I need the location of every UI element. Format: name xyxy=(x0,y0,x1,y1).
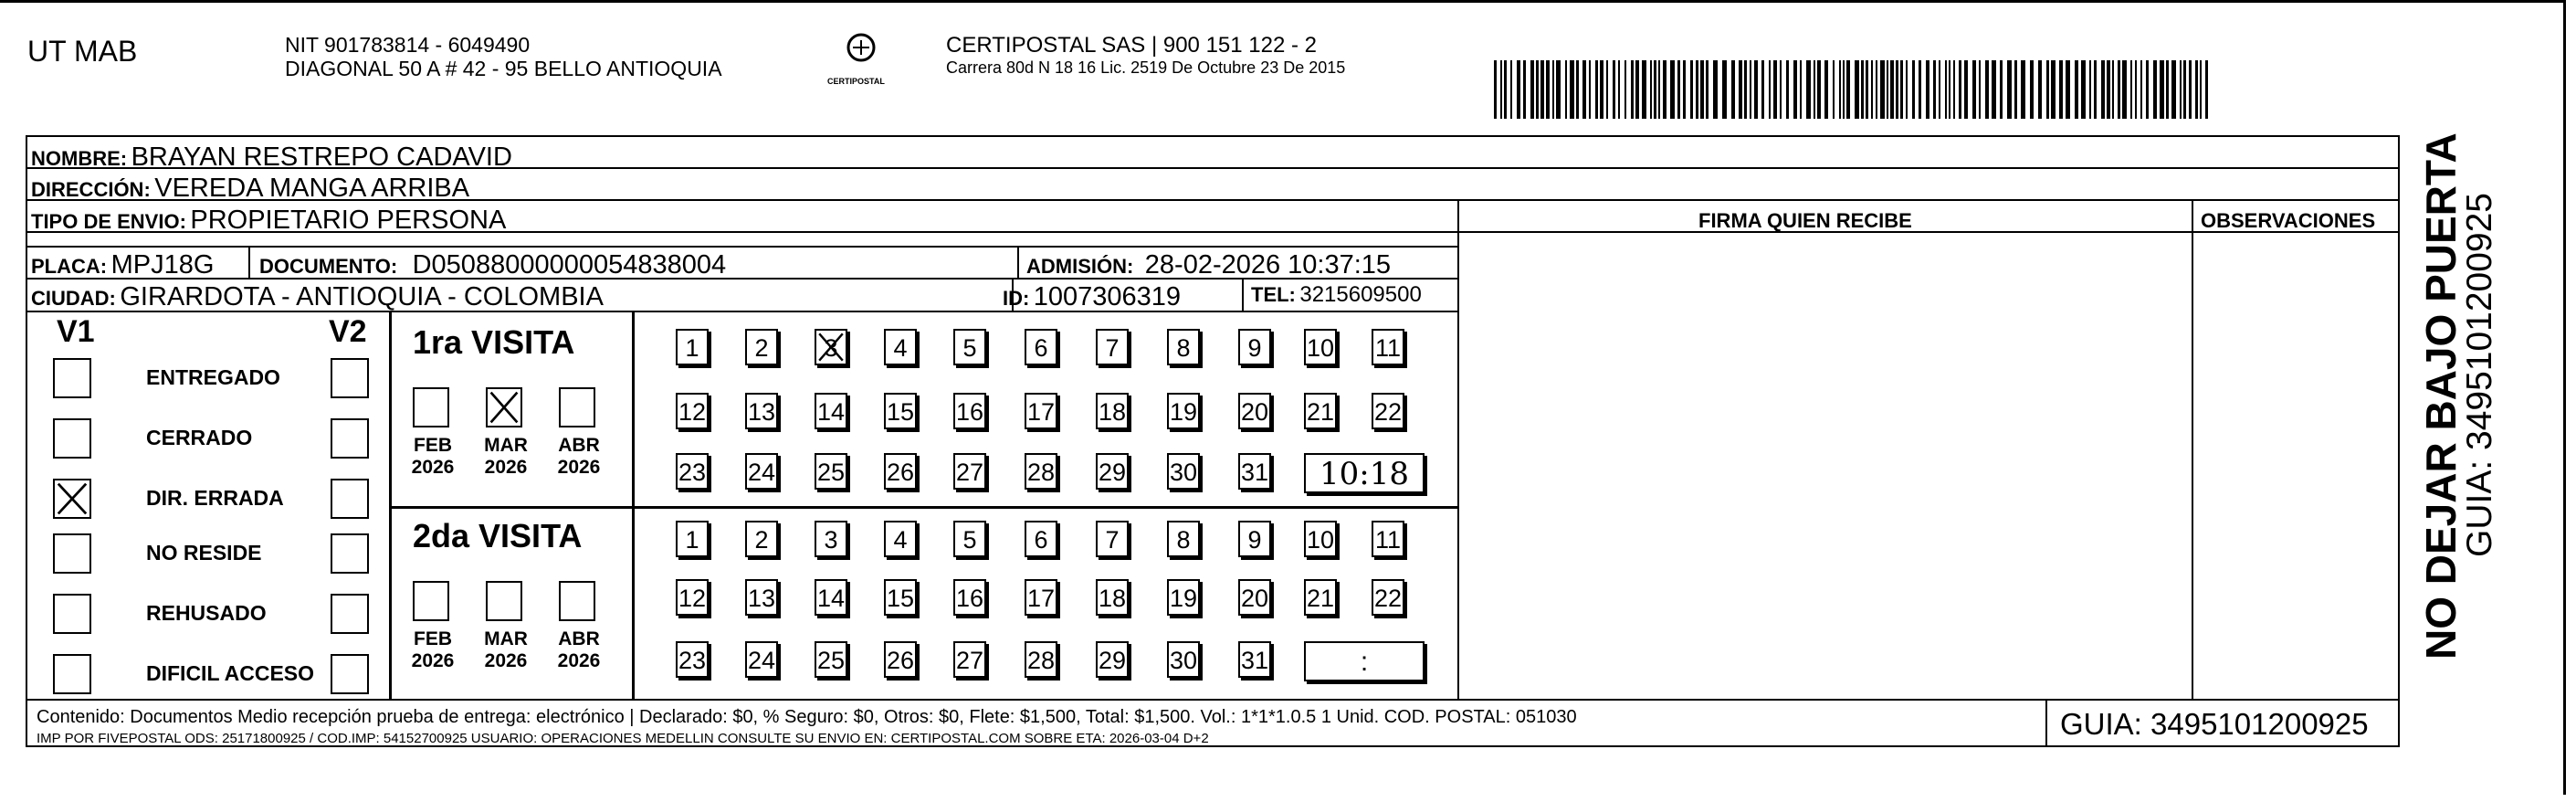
day-number: 21 xyxy=(1306,585,1335,612)
day-box[interactable] xyxy=(1238,521,1271,557)
day-box[interactable] xyxy=(884,521,917,557)
day-number: 30 xyxy=(1169,647,1198,674)
day-box[interactable] xyxy=(953,521,986,557)
day-number: 10 xyxy=(1306,526,1335,554)
day-box[interactable] xyxy=(1025,641,1057,678)
day-box[interactable] xyxy=(815,579,847,616)
month-label: FEB xyxy=(414,435,452,456)
company-address: DIAGONAL 50 A # 42 - 95 BELLO ANTIOQUIA xyxy=(285,57,722,80)
carrier-license: Carrera 80d N 18 16 Lic. 2519 De Octubre 23 De 2015 xyxy=(946,58,1346,77)
day-box[interactable] xyxy=(1167,329,1200,365)
observaciones-header: OBSERVACIONES xyxy=(2201,209,2376,232)
day-box[interactable] xyxy=(1238,329,1271,365)
v1-checkbox[interactable] xyxy=(53,418,91,459)
v1-checkbox[interactable] xyxy=(53,479,91,519)
logo-caption: CERTIPOSTAL xyxy=(827,77,885,86)
day-box[interactable] xyxy=(1025,453,1057,490)
day-number: 24 xyxy=(747,459,776,486)
v2-checkbox[interactable] xyxy=(331,479,369,519)
barcode xyxy=(1494,60,2212,119)
month-label: MAR xyxy=(484,628,528,649)
day-box[interactable] xyxy=(815,329,847,365)
recipient-address: VEREDA MANGA ARRIBA xyxy=(154,174,470,203)
ciudad-row: CIUDAD: GIRARDOTA - ANTIOQUIA - COLOMBIA xyxy=(31,282,604,311)
day-box[interactable] xyxy=(1304,329,1337,365)
v2-checkbox[interactable] xyxy=(331,654,369,694)
day-number: 13 xyxy=(747,585,776,612)
day-number: 3 xyxy=(824,334,838,362)
month-checkbox[interactable] xyxy=(486,581,522,621)
day-box[interactable] xyxy=(1304,521,1337,557)
day-box[interactable] xyxy=(1096,453,1129,490)
day-number: 29 xyxy=(1098,647,1127,674)
day-box[interactable] xyxy=(884,329,917,365)
day-box[interactable] xyxy=(953,579,986,616)
day-box[interactable] xyxy=(745,641,778,678)
v1-checkbox[interactable] xyxy=(53,594,91,634)
x-mark-icon xyxy=(55,480,89,517)
day-number: 13 xyxy=(747,398,776,426)
day-number: 18 xyxy=(1098,398,1127,426)
day-box[interactable] xyxy=(953,393,986,429)
day-box[interactable] xyxy=(1304,579,1337,616)
day-box[interactable] xyxy=(676,641,709,678)
day-box[interactable] xyxy=(1167,579,1200,616)
day-number: 6 xyxy=(1034,526,1048,554)
day-number: 24 xyxy=(747,647,776,674)
day-number: 23 xyxy=(678,459,707,486)
status-label: REHUSADO xyxy=(146,601,267,625)
v1-checkbox[interactable] xyxy=(53,533,91,574)
year-label: 2026 xyxy=(557,650,601,671)
month-checkbox[interactable] xyxy=(413,581,449,621)
placa-row: PLACA: MPJ18G xyxy=(31,250,215,280)
day-number: 19 xyxy=(1169,398,1198,426)
day-box[interactable] xyxy=(884,393,917,429)
day-box[interactable] xyxy=(676,521,709,557)
month-label: FEB xyxy=(414,628,452,649)
day-number: 21 xyxy=(1306,398,1335,426)
guia-side: GUIA: 3495101200925 xyxy=(2460,193,2499,557)
day-number: 1 xyxy=(685,526,699,554)
day-box[interactable] xyxy=(1167,521,1200,557)
day-box[interactable] xyxy=(1096,641,1129,678)
tipo-envio-row: TIPO DE ENVIO: PROPIETARIO PERSONA xyxy=(31,206,507,235)
day-box[interactable] xyxy=(745,329,778,365)
contents-line: Contenido: Documentos Medio recepción prueba de entrega: electrónico | Declarado: $0, % Seguro: $0, Otros: $0, Flete: $1,500, Total: $1,500. Vol.: 1*1*1.0.5 1 Unid. COD. POSTAL: 051030 xyxy=(37,707,1577,727)
v2-checkbox[interactable] xyxy=(331,358,369,398)
day-number: 17 xyxy=(1026,398,1056,426)
day-number: 7 xyxy=(1105,334,1120,362)
second-visit-title: 2da VISITA xyxy=(413,517,583,554)
city: GIRARDOTA - ANTIOQUIA - COLOMBIA xyxy=(120,282,604,311)
admision-row: ADMISIÓN: 28-02-2026 10:37:15 xyxy=(1026,250,1392,280)
day-box[interactable] xyxy=(1304,393,1337,429)
day-number: 20 xyxy=(1240,585,1269,612)
day-box[interactable] xyxy=(1238,393,1271,429)
day-number: 5 xyxy=(962,526,977,554)
day-number: 8 xyxy=(1176,526,1191,554)
year-label: 2026 xyxy=(557,457,601,478)
day-number: 15 xyxy=(886,398,915,426)
day-number: 2 xyxy=(754,334,769,362)
phone: 3215609500 xyxy=(1299,282,1422,307)
day-box[interactable] xyxy=(953,329,986,365)
day-box[interactable] xyxy=(676,453,709,490)
carrier-name: CERTIPOSTAL SAS | 900 151 122 - 2 xyxy=(946,33,1317,58)
day-number: 11 xyxy=(1374,526,1402,554)
day-number: 16 xyxy=(955,585,984,612)
day-number: 16 xyxy=(955,398,984,426)
day-box[interactable] xyxy=(745,579,778,616)
day-box[interactable] xyxy=(745,393,778,429)
day-number: 11 xyxy=(1374,334,1402,362)
x-mark-icon xyxy=(488,389,520,426)
month-label: ABR xyxy=(558,628,600,649)
day-box[interactable] xyxy=(1167,453,1200,490)
day-box[interactable] xyxy=(1096,329,1129,365)
day-number: 29 xyxy=(1098,459,1127,486)
day-box[interactable] xyxy=(1238,641,1271,678)
day-number: 4 xyxy=(893,526,908,554)
day-box[interactable] xyxy=(676,393,709,429)
year-label: 2026 xyxy=(411,457,455,478)
day-box[interactable] xyxy=(884,453,917,490)
day-box[interactable] xyxy=(884,641,917,678)
day-box[interactable] xyxy=(1096,579,1129,616)
day-box[interactable] xyxy=(884,579,917,616)
day-box[interactable] xyxy=(1372,521,1404,557)
status-label: DIR. ERRADA xyxy=(146,486,284,510)
day-number: 6 xyxy=(1034,334,1048,362)
company-name: UT MAB xyxy=(27,35,138,68)
day-box[interactable] xyxy=(1372,579,1404,616)
day-box[interactable] xyxy=(1096,393,1129,429)
day-box[interactable] xyxy=(1372,329,1404,365)
plate: MPJ18G xyxy=(110,250,215,280)
recipient-id: 1007306319 xyxy=(1033,282,1182,311)
day-box[interactable] xyxy=(676,579,709,616)
month-checkbox[interactable] xyxy=(559,387,595,427)
year-label: 2026 xyxy=(411,650,455,671)
day-box[interactable] xyxy=(745,521,778,557)
day-number: 20 xyxy=(1240,398,1269,426)
day-number: 26 xyxy=(886,647,915,674)
day-number: 30 xyxy=(1169,459,1198,486)
tel-row: TEL: 3215609500 xyxy=(1251,282,1422,307)
recipient-name: BRAYAN RESTREPO CADAVID xyxy=(131,142,512,172)
day-box[interactable] xyxy=(1167,393,1200,429)
documento-row: DOCUMENTO: D05088000000054838004 xyxy=(259,250,727,280)
day-number: 2 xyxy=(754,526,769,554)
direccion-row: DIRECCIÓN: VEREDA MANGA ARRIBA xyxy=(31,174,470,203)
day-box[interactable] xyxy=(953,453,986,490)
v1-checkbox[interactable] xyxy=(53,358,91,398)
day-box[interactable] xyxy=(815,521,847,557)
day-box[interactable] xyxy=(815,393,847,429)
certipostal-logo-icon xyxy=(833,27,889,80)
first-visit-title: 1ra VISITA xyxy=(413,323,575,361)
v2-checkbox[interactable] xyxy=(331,533,369,574)
day-number: 17 xyxy=(1026,585,1056,612)
day-box[interactable] xyxy=(815,641,847,678)
v2-checkbox[interactable] xyxy=(331,594,369,634)
day-number: 19 xyxy=(1169,585,1198,612)
day-number: 22 xyxy=(1373,398,1403,426)
document-number: D05088000000054838004 xyxy=(412,250,727,280)
day-number: 9 xyxy=(1247,526,1262,554)
day-box[interactable] xyxy=(1238,579,1271,616)
day-number: 18 xyxy=(1098,585,1127,612)
no-dejar-warning: NO DEJAR BAJO PUERTA xyxy=(2417,132,2465,660)
v2-checkbox[interactable] xyxy=(331,418,369,459)
time-box[interactable]: : xyxy=(1304,641,1425,681)
day-box[interactable] xyxy=(1025,521,1057,557)
status-label: ENTREGADO xyxy=(146,365,280,389)
day-number: 14 xyxy=(816,585,846,612)
admission-datetime: 28-02-2026 10:37:15 xyxy=(1144,250,1392,280)
day-number: 12 xyxy=(678,585,707,612)
day-number: 31 xyxy=(1240,647,1269,674)
day-number: 5 xyxy=(962,334,977,362)
day-box[interactable] xyxy=(815,453,847,490)
status-label: DIFICIL ACCESO xyxy=(146,661,315,685)
day-number: 26 xyxy=(886,459,915,486)
status-label: CERRADO xyxy=(146,426,253,449)
status-label: NO RESIDE xyxy=(146,541,262,565)
day-number: 1 xyxy=(685,334,699,362)
day-number: 23 xyxy=(678,647,707,674)
v1-label: V1 xyxy=(57,314,95,349)
day-number: 25 xyxy=(816,459,846,486)
day-number: 3 xyxy=(824,526,838,554)
day-number: 14 xyxy=(816,398,846,426)
day-number: 9 xyxy=(1247,334,1262,362)
shipment-type: PROPIETARIO PERSONA xyxy=(190,206,507,235)
month-label: ABR xyxy=(558,435,600,456)
day-number: 27 xyxy=(955,647,984,674)
v1-checkbox[interactable] xyxy=(53,654,91,694)
day-box[interactable] xyxy=(745,453,778,490)
day-number: 28 xyxy=(1026,459,1056,486)
day-box[interactable] xyxy=(1167,641,1200,678)
day-number: 22 xyxy=(1373,585,1403,612)
day-number: 8 xyxy=(1176,334,1191,362)
year-label: 2026 xyxy=(484,457,528,478)
month-checkbox[interactable] xyxy=(486,387,522,427)
month-checkbox[interactable] xyxy=(413,387,449,427)
time-box[interactable]: 10:18 xyxy=(1304,453,1425,493)
day-number: 27 xyxy=(955,459,984,486)
x-mark-icon xyxy=(816,331,846,364)
month-label: MAR xyxy=(484,435,528,456)
firma-header: FIRMA QUIEN RECIBE xyxy=(1698,209,1912,232)
day-box[interactable] xyxy=(1096,521,1129,557)
v2-label: V2 xyxy=(329,314,367,349)
day-number: 7 xyxy=(1105,526,1120,554)
nombre-row: NOMBRE: BRAYAN RESTREPO CADAVID xyxy=(31,142,512,172)
day-number: 15 xyxy=(886,585,915,612)
id-row: ID: 1007306319 xyxy=(1003,282,1182,311)
nit: NIT 901783814 - 6049490 xyxy=(285,33,531,57)
day-box[interactable] xyxy=(1025,393,1057,429)
day-number: 12 xyxy=(678,398,707,426)
day-number: 25 xyxy=(816,647,846,674)
guia-footer: GUIA: 3495101200925 xyxy=(2060,707,2369,741)
day-number: 31 xyxy=(1240,459,1269,486)
day-box[interactable] xyxy=(676,329,709,365)
month-checkbox[interactable] xyxy=(559,581,595,621)
day-box[interactable] xyxy=(1238,453,1271,490)
day-box[interactable] xyxy=(1372,393,1404,429)
day-number: 28 xyxy=(1026,647,1056,674)
print-info-line: IMP POR FIVEPOSTAL ODS: 25171800925 / COD.IMP: 54152700925 USUARIO: OPERACIONES MEDELLIN CONSULTE SU ENVIO EN: CERTIPOSTAL.COM SOBRE ETA: 2026-03-04 D+2 xyxy=(37,731,1209,746)
day-box[interactable] xyxy=(1025,579,1057,616)
day-number: 10 xyxy=(1306,334,1335,362)
day-number: 4 xyxy=(893,334,908,362)
year-label: 2026 xyxy=(484,650,528,671)
day-box[interactable] xyxy=(1025,329,1057,365)
day-box[interactable] xyxy=(953,641,986,678)
